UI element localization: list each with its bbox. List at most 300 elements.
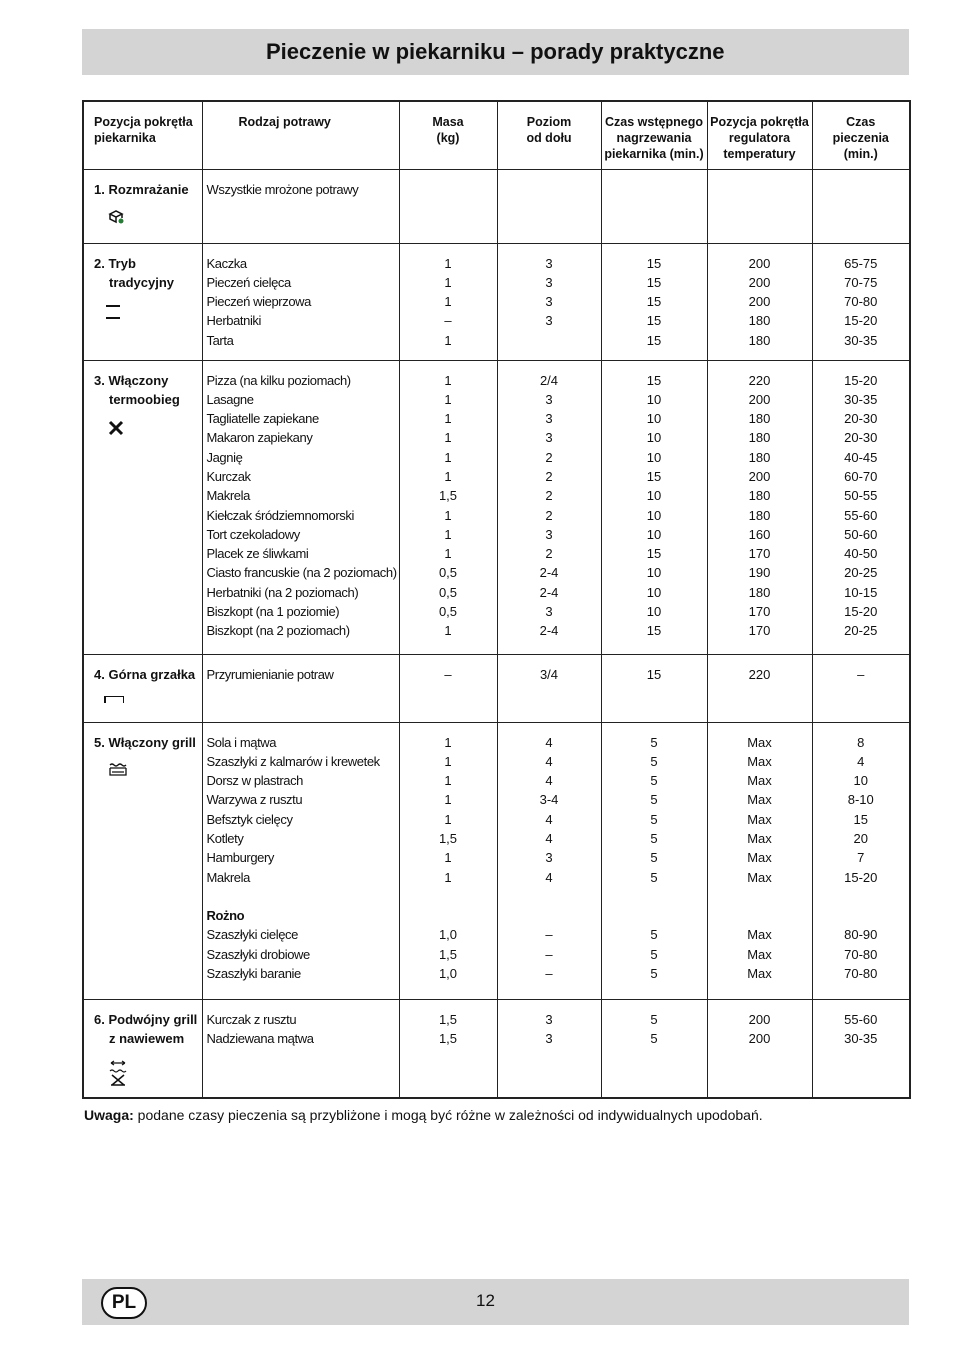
- level-value: 3: [545, 430, 553, 446]
- time-value: 15-20: [844, 604, 878, 620]
- dish-name: Lasagne: [206, 391, 254, 407]
- oven-mode-label: z nawiewem: [109, 1031, 185, 1046]
- time-value: 55-60: [844, 1011, 878, 1027]
- mass-value: 1: [444, 430, 452, 446]
- temp-value: 220: [748, 372, 771, 388]
- level-value: 3: [545, 604, 553, 620]
- level-value: 3: [545, 255, 553, 271]
- mass-value: [400, 887, 497, 906]
- dishes-cell: [202, 999, 399, 1098]
- mass-value: 1: [444, 734, 452, 750]
- oven-mode-label: tradycyjny: [109, 275, 175, 290]
- mass-value: 1: [444, 372, 452, 388]
- header-temp: [707, 101, 812, 169]
- temp-value: Max: [747, 966, 772, 982]
- preheat-value: 5: [650, 753, 658, 769]
- dish-name: Szaszłyki baranie: [206, 966, 301, 982]
- temp-value: 170: [748, 623, 771, 639]
- preheat-value: 5: [650, 1011, 658, 1027]
- level-value: 3: [545, 526, 553, 542]
- preheat-cell: [601, 999, 707, 1098]
- time-value: 15-20: [844, 869, 878, 885]
- time-value: 70-80: [844, 946, 878, 962]
- preheat-value: 5: [650, 830, 658, 846]
- dish-name: Befsztyk cielęcy: [206, 811, 293, 827]
- level-value: 3: [545, 1030, 553, 1046]
- mass-cell: [399, 722, 497, 999]
- mass-value: 1: [444, 411, 452, 427]
- time-value: 70-80: [844, 966, 878, 982]
- oven-mode-cell: [83, 999, 202, 1098]
- dishes-cell: [202, 722, 399, 999]
- header-line: piekarnika (min.): [604, 147, 704, 161]
- dish-name: Kaczka: [206, 255, 247, 271]
- temp-cell: [707, 169, 812, 243]
- preheat-value: [602, 906, 707, 925]
- level-value: 2: [545, 488, 553, 504]
- dish-name: Sola i mątwa: [206, 734, 277, 750]
- preheat-value: 5: [650, 869, 658, 885]
- temp-value: Max: [747, 850, 772, 866]
- level-value: [498, 180, 601, 199]
- baking-table: [82, 100, 911, 1099]
- dish-name: Tagliatelle zapiekane: [206, 411, 319, 427]
- preheat-value: 5: [650, 734, 658, 750]
- temp-value: Max: [747, 869, 772, 885]
- preheat-value: 15: [646, 332, 662, 348]
- time-value: 20-30: [844, 411, 878, 427]
- mass-value: 1: [444, 526, 452, 542]
- temp-value: 180: [748, 411, 771, 427]
- table-row: [83, 243, 910, 360]
- header-line: pieczenia: [832, 131, 889, 145]
- time-value: [813, 887, 910, 906]
- level-value: 4: [545, 869, 553, 885]
- preheat-value: 5: [650, 850, 658, 866]
- preheat-value: 15: [646, 255, 662, 271]
- mass-value: 1,5: [438, 1011, 458, 1027]
- mass-value: 1,5: [438, 488, 458, 504]
- preheat-value: 10: [646, 565, 662, 581]
- time-value: 10-15: [844, 584, 878, 600]
- temp-value: Max: [747, 773, 772, 789]
- preheat-value: 15: [646, 546, 662, 562]
- mass-value: 1,5: [438, 830, 458, 846]
- table-header-row: [83, 101, 910, 169]
- header-line: Czas wstępnego: [605, 115, 703, 129]
- mass-value: 1,0: [438, 966, 458, 982]
- header-dish: Rodzaj potrawy: [202, 101, 399, 169]
- dish-name: Biszkopt (na 1 poziomie): [206, 604, 340, 620]
- level-value: 4: [545, 734, 553, 750]
- level-value: –: [545, 927, 553, 943]
- mass-value: 1: [444, 255, 452, 271]
- dish-name: Pizza (na kilku poziomach): [206, 372, 351, 388]
- footer-bar: [82, 1279, 909, 1325]
- dish-name: Tort czekoladowy: [206, 526, 300, 542]
- preheat-cell: [601, 243, 707, 360]
- temp-value: 180: [748, 430, 771, 446]
- level-value: 4: [545, 811, 553, 827]
- mass-value: 0,5: [438, 565, 458, 581]
- dish-name: Herbatniki (na 2 poziomach): [206, 584, 359, 600]
- defrost-icon: [108, 209, 202, 228]
- preheat-cell: [601, 722, 707, 999]
- dish-name: Rożno: [206, 908, 245, 924]
- oven-mode-cell: [83, 360, 202, 654]
- dish-name: Pieczeń cielęca: [206, 274, 291, 290]
- time-cell: [812, 169, 910, 243]
- time-cell: [812, 360, 910, 654]
- traditional-mode-icon: [106, 305, 120, 319]
- dish-name: Nadziewana mątwa: [206, 1030, 314, 1046]
- level-value: 3: [545, 1011, 553, 1027]
- level-value: 3: [545, 313, 553, 329]
- level-value: 3: [545, 411, 553, 427]
- preheat-value: 5: [650, 773, 658, 789]
- level-value: 2: [545, 507, 553, 523]
- temp-value: 180: [748, 488, 771, 504]
- time-value: [813, 180, 910, 199]
- mass-value: –: [444, 313, 452, 329]
- time-value: 20: [853, 830, 868, 846]
- temp-value: 200: [748, 294, 771, 310]
- mass-cell: [399, 169, 497, 243]
- temp-value: 180: [748, 584, 771, 600]
- dish-name: Hamburgery: [206, 850, 275, 866]
- mass-value: 1,5: [438, 1030, 458, 1046]
- temp-value: 200: [748, 468, 771, 484]
- temp-value: 180: [748, 313, 771, 329]
- preheat-value: 15: [646, 468, 662, 484]
- mass-value: 1: [444, 391, 452, 407]
- dish-name: Jagnię: [206, 449, 243, 465]
- preheat-value: 10: [646, 411, 662, 427]
- level-value: 3-4: [539, 792, 559, 808]
- note: [84, 1107, 763, 1123]
- temp-value: Max: [747, 830, 772, 846]
- dish-name: Szaszłyki cielęce: [206, 927, 298, 943]
- time-value: 20-30: [844, 430, 878, 446]
- mass-value: 1,0: [438, 927, 458, 943]
- temp-value: 170: [748, 604, 771, 620]
- header-line: Czas: [846, 115, 876, 129]
- language-badge: PL: [101, 1287, 147, 1319]
- time-value: 80-90: [844, 927, 878, 943]
- oven-mode-label: termoobieg: [109, 392, 180, 407]
- preheat-value: 15: [646, 274, 662, 290]
- mass-value: 1,5: [438, 946, 458, 962]
- table-row: [83, 722, 910, 999]
- table-row: [83, 169, 910, 243]
- level-cell: [497, 654, 601, 722]
- mass-value: 1: [444, 274, 452, 290]
- level-value: 2: [545, 449, 553, 465]
- dish-name: Przyrumienianie potraw: [206, 666, 334, 682]
- preheat-value: 5: [650, 966, 658, 982]
- preheat-value: 5: [650, 946, 658, 962]
- preheat-value: 10: [646, 604, 662, 620]
- mass-value: 1: [444, 869, 452, 885]
- preheat-cell: [601, 360, 707, 654]
- time-cell: [812, 654, 910, 722]
- mass-value: 1: [444, 468, 452, 484]
- preheat-value: [602, 887, 707, 906]
- temp-value: 190: [748, 565, 771, 581]
- dish-name: Biszkopt (na 2 poziomach): [206, 623, 350, 639]
- header-position: [83, 101, 202, 169]
- time-value: [813, 906, 910, 925]
- preheat-value: 10: [646, 449, 662, 465]
- dish-name: Herbatniki: [206, 313, 262, 329]
- header-line: (kg): [436, 131, 460, 145]
- time-value: 30-35: [844, 391, 878, 407]
- time-value: 30-35: [844, 332, 878, 348]
- mass-value: 1: [444, 753, 452, 769]
- time-value: 4: [857, 753, 865, 769]
- level-value: 3/4: [539, 666, 559, 682]
- table-row: [83, 360, 910, 654]
- top-heater-icon: [104, 696, 124, 705]
- dish-name: Makrela: [206, 869, 250, 885]
- dish-name: Ciasto francuskie (na 2 poziomach): [206, 565, 397, 581]
- level-value: 4: [545, 753, 553, 769]
- temp-value: 220: [748, 666, 771, 682]
- header-line: od dołu: [526, 131, 572, 145]
- preheat-value: 15: [646, 294, 662, 310]
- dish-name: Wszystkie mrożone potrawy: [206, 181, 359, 197]
- temp-value: 200: [748, 274, 771, 290]
- oven-mode-label: 4. Górna grzałka: [94, 666, 196, 682]
- level-value: [498, 906, 601, 925]
- time-value: 10: [853, 773, 868, 789]
- preheat-cell: [601, 169, 707, 243]
- dishes-cell: [202, 360, 399, 654]
- temp-value: 200: [748, 255, 771, 271]
- preheat-value: 10: [646, 507, 662, 523]
- temp-value: Max: [747, 946, 772, 962]
- mass-cell: [399, 360, 497, 654]
- table-row: [83, 999, 910, 1098]
- level-value: [498, 331, 601, 350]
- time-value: 70-75: [844, 274, 878, 290]
- preheat-value: 15: [646, 313, 662, 329]
- mass-cell: [399, 243, 497, 360]
- time-value: 55-60: [844, 507, 878, 523]
- preheat-value: 5: [650, 811, 658, 827]
- dishes-cell: [202, 169, 399, 243]
- temp-cell: [707, 722, 812, 999]
- temp-value: 180: [748, 449, 771, 465]
- oven-mode-label: 2. Tryb: [94, 255, 136, 271]
- header-line: Poziom: [526, 115, 572, 129]
- mass-value: [400, 906, 497, 925]
- level-value: 3: [545, 850, 553, 866]
- header-preheat: [601, 101, 707, 169]
- level-cell: [497, 360, 601, 654]
- level-value: 4: [545, 830, 553, 846]
- header-line: Masa: [432, 115, 464, 129]
- oven-mode-label: 5. Włączony grill: [94, 734, 196, 750]
- dishes-cell: [202, 654, 399, 722]
- preheat-value: 10: [646, 584, 662, 600]
- temp-value: Max: [747, 792, 772, 808]
- level-value: [498, 887, 601, 906]
- dish-name: Warzywa z rusztu: [206, 792, 303, 808]
- temp-cell: [707, 360, 812, 654]
- time-value: 20-25: [844, 623, 878, 639]
- oven-mode-label: 3. Włączony: [94, 372, 169, 388]
- level-value: 2-4: [539, 623, 559, 639]
- header-line: Pozycja pokrętła: [710, 115, 809, 129]
- table-row: [83, 654, 910, 722]
- temp-value: Max: [747, 927, 772, 943]
- level-value: –: [545, 946, 553, 962]
- dish-name: Dorsz w plastrach: [206, 773, 304, 789]
- level-cell: [497, 722, 601, 999]
- level-cell: [497, 243, 601, 360]
- oven-mode-cell: [83, 654, 202, 722]
- level-value: 3: [545, 294, 553, 310]
- temp-value: 200: [748, 1011, 771, 1027]
- oven-mode-cell: [83, 169, 202, 243]
- preheat-value: 15: [646, 372, 662, 388]
- preheat-value: 10: [646, 488, 662, 504]
- double-grill-fan-icon: [108, 1059, 202, 1090]
- temp-value: 160: [748, 526, 771, 542]
- level-value: 2/4: [539, 372, 559, 388]
- time-value: 15: [853, 811, 868, 827]
- header-line: Pozycja pokrętła: [94, 115, 193, 129]
- header-line: temperatury: [723, 147, 796, 161]
- temp-cell: [707, 654, 812, 722]
- oven-mode-label: 6. Podwójny grill: [94, 1011, 198, 1027]
- header-level: [497, 101, 601, 169]
- oven-mode-cell: [83, 243, 202, 360]
- dish-name: Makrela: [206, 488, 250, 504]
- header-mass: [399, 101, 497, 169]
- temp-value: 200: [748, 1030, 771, 1046]
- time-value: 8: [857, 734, 865, 750]
- note-text: podane czasy pieczenia są przybliżone i mogą być różne w zależności od indywidualnych upodobań.: [133, 1107, 763, 1123]
- time-value: 15-20: [844, 372, 878, 388]
- mass-value: 1: [444, 449, 452, 465]
- header-line: piekarnika: [94, 131, 156, 145]
- dish-name: Kurczak z rusztu: [206, 1011, 297, 1027]
- time-value: 70-80: [844, 294, 878, 310]
- time-cell: [812, 722, 910, 999]
- dish-name: Szaszłyki drobiowe: [206, 946, 310, 962]
- preheat-value: 10: [646, 526, 662, 542]
- level-value: 4: [545, 773, 553, 789]
- header-line: nagrzewania: [616, 131, 692, 145]
- time-value: 65-75: [844, 255, 878, 271]
- level-value: 2: [545, 546, 553, 562]
- time-cell: [812, 243, 910, 360]
- temp-value: [708, 906, 812, 925]
- preheat-value: 5: [650, 1030, 658, 1046]
- dishes-cell: [202, 243, 399, 360]
- mass-cell: [399, 999, 497, 1098]
- fan-icon: [108, 420, 202, 439]
- time-value: 7: [857, 850, 865, 866]
- temp-value: Max: [747, 734, 772, 750]
- time-value: 50-60: [844, 526, 878, 542]
- mass-value: 1: [444, 811, 452, 827]
- preheat-value: 5: [650, 927, 658, 943]
- oven-mode-label: 1. Rozmrażanie: [94, 181, 189, 197]
- dish-name: Kurczak: [206, 468, 251, 484]
- preheat-value: 15: [646, 623, 662, 639]
- temp-value: 180: [748, 507, 771, 523]
- mass-value: 1: [444, 332, 452, 348]
- level-value: –: [545, 966, 553, 982]
- mass-value: –: [444, 666, 452, 682]
- level-cell: [497, 999, 601, 1098]
- time-cell: [812, 999, 910, 1098]
- dish-name: Kotlety: [206, 830, 244, 846]
- temp-value: Max: [747, 753, 772, 769]
- header-line: regulatora: [728, 131, 791, 145]
- header-line: (min.): [843, 147, 878, 161]
- time-value: 20-25: [844, 565, 878, 581]
- mass-value: 1: [444, 294, 452, 310]
- temp-cell: [707, 243, 812, 360]
- level-cell: [497, 169, 601, 243]
- time-value: 60-70: [844, 468, 878, 484]
- title-bar: [82, 29, 909, 75]
- time-value: 40-45: [844, 449, 878, 465]
- time-value: –: [857, 666, 865, 682]
- mass-value: 1: [444, 507, 452, 523]
- level-value: 3: [545, 391, 553, 407]
- dish-name: Tarta: [206, 332, 234, 348]
- grill-icon: [108, 762, 202, 781]
- page-title: Pieczenie w piekarniku – porady praktyczne: [266, 39, 725, 64]
- time-value: 30-35: [844, 1030, 878, 1046]
- dish-name: [207, 887, 399, 906]
- mass-value: 1: [444, 792, 452, 808]
- mass-value: 0,5: [438, 584, 458, 600]
- temp-value: Max: [747, 811, 772, 827]
- mass-value: [400, 180, 497, 199]
- preheat-value: 15: [646, 666, 662, 682]
- time-value: 8-10: [847, 792, 874, 808]
- preheat-value: [602, 180, 707, 199]
- mass-cell: [399, 654, 497, 722]
- header-time: [812, 101, 910, 169]
- time-value: 40-50: [844, 546, 878, 562]
- mass-value: 1: [444, 546, 452, 562]
- dish-name: Makaron zapiekany: [206, 430, 313, 446]
- temp-cell: [707, 999, 812, 1098]
- dish-name: Kiełczak śródziemnomorski: [206, 507, 354, 523]
- page-number: 12: [476, 1291, 495, 1310]
- temp-value: 180: [748, 332, 771, 348]
- mass-value: 0,5: [438, 604, 458, 620]
- level-value: 2-4: [539, 565, 559, 581]
- dish-name: Pieczeń wieprzowa: [206, 294, 311, 310]
- preheat-value: 10: [646, 391, 662, 407]
- mass-value: 1: [444, 773, 452, 789]
- temp-value: 170: [748, 546, 771, 562]
- time-value: 15-20: [844, 313, 878, 329]
- note-label: Uwaga:: [84, 1107, 134, 1123]
- temp-value: [708, 180, 812, 199]
- temp-value: [708, 887, 812, 906]
- preheat-value: 10: [646, 430, 662, 446]
- mass-value: 1: [444, 850, 452, 866]
